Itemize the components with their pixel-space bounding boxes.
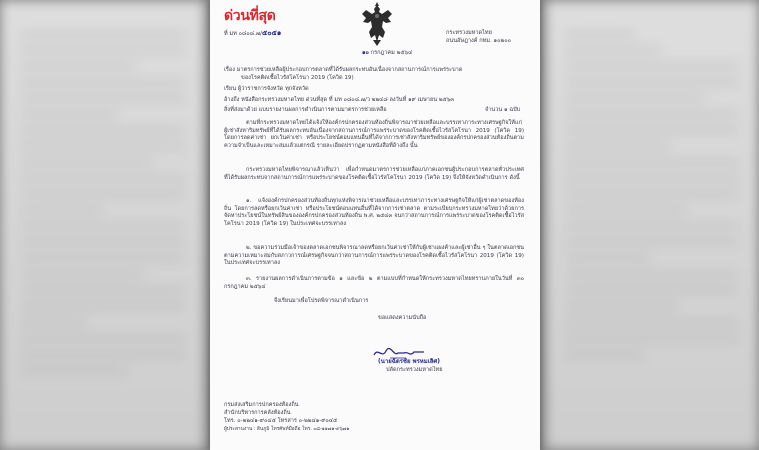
footer-department: กรมส่งเสริมการปกครองท้องถิ่น <box>224 402 299 408</box>
document-number-handwritten: ๕๐๕๑ <box>261 29 282 37</box>
date-day-handwritten: ๑๐ <box>362 50 369 56</box>
ministry-address: ถนนอัษฎางค์ กทม. ๑๐๒๐๐ <box>446 38 512 44</box>
blurred-background-left <box>0 0 205 450</box>
paragraph-item-3: ๓. รายงานผลการดำเนินการตามข้อ ๑ และข้อ ๒ ตามแบบที่กำหนดให้กระทรวงมหาดไทยทราบภายในวันที่ ๓๐ กรกฎาคม ๒๕๖๔ <box>224 276 524 290</box>
document-page <box>210 0 540 450</box>
attachment-count: จำนวน ๑ ฉบับ <box>485 107 521 113</box>
reference-value: หนังสือกระทรวงมหาดไทย ด่วนที่สุด ที่ มท ๐๘๐๘.๗/ว ๒๒๔๘ ลงวันที่ ๑๙ เมษายน ๒๕๖๓ <box>241 97 455 103</box>
garuda-emblem-icon <box>360 2 394 46</box>
to-value: ผู้ว่าราชการจังหวัด ทุกจังหวัด <box>237 86 309 92</box>
document-number-prefix: ที่ มท ๐๘๐๘.๗/ <box>224 31 262 37</box>
paragraph-background: ตามที่กระทรวงมหาดไทยได้แจ้งให้องค์กรปกครองส่วนท้องถิ่นพิจารณาช่วยเหลือและบรรเทาภาระทางเศรษฐกิจให้แก่ผู้เช่าสังหาริมทรัพย์ที่ได้รับผลกระทบอันเนื่องจากสถานการณ์การแพร่ระบาดของโรคติดเชื้อไวรัสโคโรนา 2019 (โควิด 19) โดยการลดค่าเช่า ยกเว้นค่าเช่า หรือประโยชน์ตอบแทนอื่นที่ได้จากการเช่าสังหาริมทรัพย์ขององค์กรปกครองส่วนท้องถิ่นตามความจำเป็นและเหมาะสมแล้วแต่กรณี รายละเอียดปรากฏตามหนังสือที่อ้างถึง นั้น <box>224 120 524 149</box>
ministry-name: กระทรวงมหาดไทย <box>446 30 492 36</box>
subject-text: มาตรการช่วยเหลือผู้ประกอบการตลาดที่ได้รับผลกระทบอันเนื่องจากสถานการณ์การแพร่ระบาด <box>236 67 463 73</box>
to-label: เรียน <box>224 86 237 92</box>
attachment-value: แบบรายงานผลการดำเนินการตามมาตรการช่วยเหลือ <box>258 107 387 113</box>
subject-line <box>224 67 462 75</box>
subject-line-2: ของโรคติดเชื้อไวรัสโคโรนา 2019 (โควิด 19) <box>241 75 354 81</box>
footer-phone: โทร. ๐-๒๒๔๑-๙๐๔๕ โทรสาร ๐-๒๒๔๑-๙๐๔๕ <box>224 418 338 424</box>
reference-line <box>224 97 454 105</box>
closing-salutation: ขอแสดงความนับถือ <box>378 315 427 321</box>
signatory-name: (นายฉัตรชัย พรหมเลิศ) <box>378 358 440 365</box>
paragraph-item-2: ๒. ขอความร่วมมือเจ้าของตลาดเอกชนพิจารณาลดหรือยกเว้นค่าเช่าให้กับผู้เช่าแผงค้าและผู้เช่าอื่น ๆ ในตลาดเอกชน ตามความเหมาะสมกับสภาวการณ์เศรษฐกิจจนกว่าสถานการณ์การแพร่ระบาดของโรคติดเชื้อไวรัสโคโรนา 2019 (โควิด 19) ในประเทศจะบรรเทาลง <box>224 245 524 267</box>
footer-contact: ผู้ประสานงาน : สินภูมิ โทรศัพท์มือถือ โทร. ๐๘-๑๑๗๑-๙๖๗๑ <box>224 427 350 432</box>
document-number <box>224 30 281 39</box>
document-date <box>362 50 412 58</box>
signatory-title: ปลัดกระทรวงมหาดไทย <box>386 367 443 373</box>
urgent-stamp: ด่วนที่สุด <box>224 8 276 24</box>
blurred-background-right <box>545 0 759 450</box>
attachment-line <box>224 107 387 115</box>
paragraph-consideration: กระทรวงมหาดไทยพิจารณาแล้วเห็นว่า เพื่อกำหนดมาตรการช่วยเหลือแก่ภาคเอกชนผู้ประกอบการตลาดทั่วประเทศ ที่ได้รับผลกระทบจากสถานการณ์การแพร่ระบาดของโรคติดเชื้อไวรัสโคโรนา 2019 (โควิด 19) จึงให้จังหวัดดำเนินการ ดังนี้ <box>224 167 524 181</box>
footer-office: สำนักบริหารการคลังท้องถิ่น <box>224 410 291 416</box>
attachment-label: สิ่งที่ส่งมาด้วย <box>224 107 257 113</box>
date-month-year: กรกฎาคม ๒๕๖๔ <box>370 50 413 56</box>
subject-label: เรื่อง <box>224 67 236 73</box>
reference-label: อ้างถึง <box>224 97 240 103</box>
paragraph-item-1: ๑. แจ้งองค์กรปกครองส่วนท้องถิ่นทุกแห่งพิจารณาช่วยเหลือและบรรเทาภาระทางเศรษฐกิจให้แก่ผู้เช่าตลาดของท้องถิ่น โดยการลดหรือยกเว้นค่าเช่า หรือประโยชน์ตอบแทนอื่นที่ได้จากการเช่าตลาด ตามระเบียบกระทรวงมหาดไทยว่าด้วยการจัดหาประโยชน์ในทรัพย์สินขององค์กรปกครองส่วนท้องถิ่น พ.ศ. ๒๕๔๓ จนกว่าสถานการณ์การแพร่ระบาดของโรคติดเชื้อไวรัสโคโรนา 2019 (โควิด 19) ในประเทศจะบรรเทาลง <box>224 198 524 227</box>
to-line <box>224 86 309 94</box>
closing-request: จึงเรียนมาเพื่อโปรดพิจารณาดำเนินการ <box>274 298 369 304</box>
